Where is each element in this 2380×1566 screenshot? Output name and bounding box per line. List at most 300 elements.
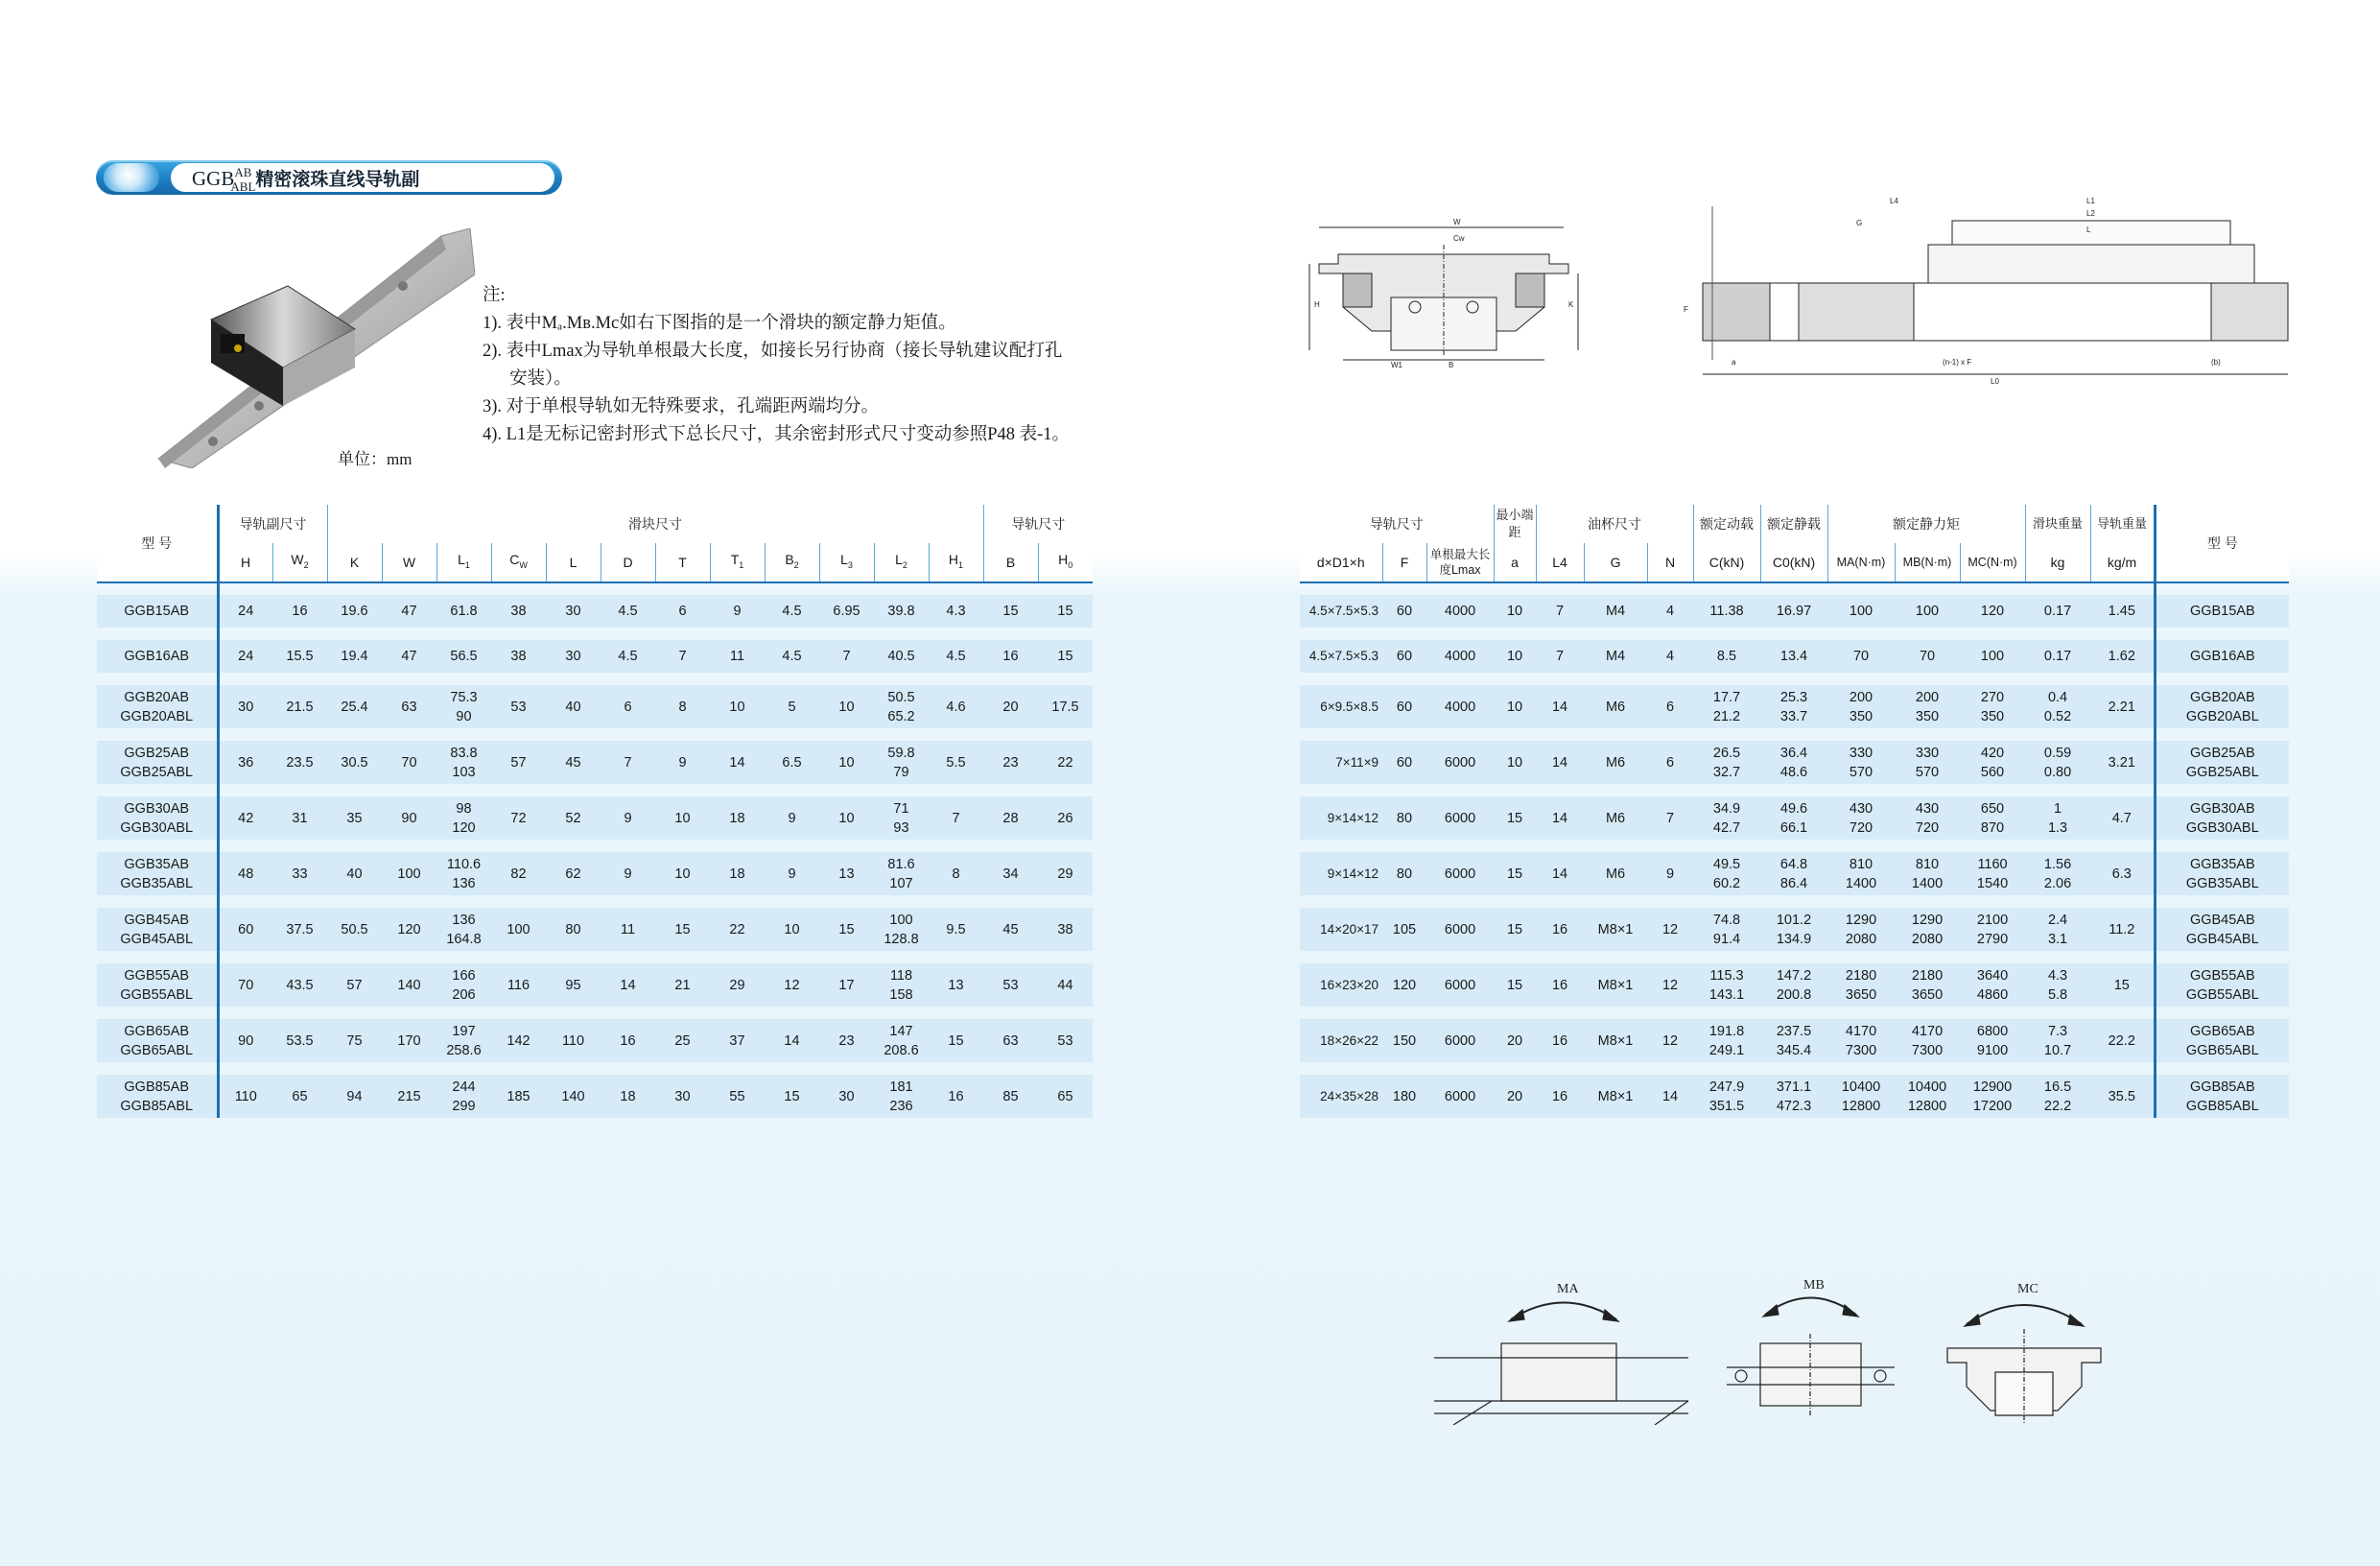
cell-n: 6 [1647,741,1693,784]
cell-kg: 7.3 10.7 [2025,1019,2090,1062]
cell-l4: 16 [1536,908,1584,951]
cell-mb: 2180 3650 [1895,963,1960,1007]
cell-mc: 2100 2790 [1960,908,2025,951]
cell-t: 8 [655,685,710,728]
model-cell: GGB85AB GGB85ABL [2155,1075,2289,1118]
model-cell: GGB55AB GGB55ABL [2155,963,2289,1007]
cell-ma: 810 1400 [1827,852,1895,895]
cell-ddh: 6×9.5×8.5 [1300,685,1382,728]
cell-n: 14 [1647,1075,1693,1118]
cell-l: 45 [546,741,601,784]
table-row [1300,1019,2289,1062]
cell-kgm: 3.21 [2090,741,2155,784]
cell-c0: 36.4 48.6 [1760,741,1827,784]
cell-l4: 14 [1536,852,1584,895]
cell-ddh: 9×14×12 [1300,852,1382,895]
notes-title: 注: [483,286,506,305]
cell-l3: 10 [819,796,874,840]
row-gap [1300,728,2289,741]
moment-mc-diagram [1943,1271,2106,1425]
table-row [1300,1075,2289,1118]
dimension-table [97,505,1093,1118]
cell-t: 21 [655,963,710,1007]
cell-h1: 4.3 [929,595,983,628]
cell-b: 34 [983,852,1038,895]
title-banner [96,160,562,195]
cell-n: 12 [1647,1019,1693,1062]
cell-kgm: 4.7 [2090,796,2155,840]
cell-l3: 23 [819,1019,874,1062]
cell-l2: 50.5 65.2 [874,685,929,728]
cell-h1: 5.5 [929,741,983,784]
cell-mb: 10400 12800 [1895,1075,1960,1118]
cell-t1: 37 [710,1019,765,1062]
col-d: D [601,543,655,582]
cell-l1: 56.5 [436,640,491,673]
cell-l2: 40.5 [874,640,929,673]
cell-l1: 61.8 [436,595,491,628]
table-row [97,1019,1093,1062]
table-row [97,796,1093,840]
dim-k: K [1568,300,1574,309]
cell-w: 120 [382,908,436,951]
cell-g: M4 [1584,595,1647,628]
cell-w: 70 [382,741,436,784]
col-lmax: 单根最大长度Lmax [1426,543,1494,582]
table-row [97,741,1093,784]
cell-w2: 15.5 [272,640,327,673]
cell-l3: 17 [819,963,874,1007]
cell-c0: 64.8 86.4 [1760,852,1827,895]
cell-a: 15 [1494,852,1536,895]
moment-ma-diagram [1434,1271,1693,1425]
cell-b2: 14 [765,1019,819,1062]
cell-kgm: 2.21 [2090,685,2155,728]
page-title [192,164,419,193]
moment-mb-diagram [1722,1271,1899,1425]
cell-l: 80 [546,908,601,951]
cell-t1: 18 [710,852,765,895]
row-gap [97,582,1093,595]
cell-l1: 75.3 90 [436,685,491,728]
col-t: T [655,543,710,582]
model-cell: GGB45AB GGB45ABL [97,908,218,951]
cell-l3: 10 [819,741,874,784]
cell-c: 49.5 60.2 [1693,852,1760,895]
group-rail-right: 导轨尺寸 [1300,505,1494,543]
cell-k: 75 [327,1019,382,1062]
cell-b2: 9 [765,796,819,840]
cell-cw: 185 [491,1075,546,1118]
cell-a: 20 [1494,1019,1536,1062]
cell-g: M6 [1584,741,1647,784]
cell-mb: 70 [1895,640,1960,673]
cell-b2: 12 [765,963,819,1007]
dim-l2: L2 [2086,209,2095,218]
cell-lmax: 6000 [1426,796,1494,840]
cell-g: M8×1 [1584,1075,1647,1118]
cell-l1: 98 120 [436,796,491,840]
cell-l1: 83.8 103 [436,741,491,784]
cell-ma: 2180 3650 [1827,963,1895,1007]
cell-l: 140 [546,1075,601,1118]
cell-d: 7 [601,741,655,784]
dim-cw: Cw [1453,234,1465,243]
label-mc: MC [2017,1282,2038,1296]
model-cell: GGB20AB GGB20ABL [2155,685,2289,728]
cell-h1: 8 [929,852,983,895]
col-n: N [1647,543,1693,582]
model-cell: GGB15AB [97,595,218,628]
cell-w2: 23.5 [272,741,327,784]
linear-guide-photo [153,228,475,468]
col-f: F [1382,543,1426,582]
row-gap [97,628,1093,640]
cell-c0: 16.97 [1760,595,1827,628]
cell-h0: 44 [1038,963,1093,1007]
cell-g: M8×1 [1584,908,1647,951]
cell-mb: 810 1400 [1895,852,1960,895]
col-c: C(kN) [1693,543,1760,582]
cell-b: 28 [983,796,1038,840]
cell-mb: 200 350 [1895,685,1960,728]
col-b: B [983,543,1038,582]
cell-l1: 244 299 [436,1075,491,1118]
row-gap [1300,951,2289,963]
cell-b: 16 [983,640,1038,673]
cell-h1: 4.5 [929,640,983,673]
cell-h0: 15 [1038,640,1093,673]
model-header-left: 型 号 [97,505,218,582]
cell-d: 11 [601,908,655,951]
cell-t: 15 [655,908,710,951]
cell-cw: 82 [491,852,546,895]
table-row [97,1075,1093,1118]
cell-b: 63 [983,1019,1038,1062]
cell-f: 60 [1382,685,1426,728]
cell-h1: 9.5 [929,908,983,951]
dim-l: L [2086,225,2091,234]
cell-ddh: 18×26×22 [1300,1019,1382,1062]
col-cw: $C_W$ [491,543,546,582]
cell-cw: 72 [491,796,546,840]
col-l: L [546,543,601,582]
dim-l4: L4 [1890,197,1898,205]
cell-h: 24 [218,595,272,628]
table-row [1300,852,2289,895]
cell-n: 12 [1647,908,1693,951]
cell-b2: 9 [765,852,819,895]
cell-kg: 4.3 5.8 [2025,963,2090,1007]
cell-t: 6 [655,595,710,628]
table-row [1300,595,2289,628]
note-2-cont: 安装）。 [509,369,572,389]
col-mb: MB(N·m) [1895,543,1960,582]
cell-h0: 22 [1038,741,1093,784]
cell-d: 14 [601,963,655,1007]
cell-mc: 120 [1960,595,2025,628]
dim-a: a [1732,358,1736,367]
cell-k: 30.5 [327,741,382,784]
cell-b: 20 [983,685,1038,728]
cell-l4: 14 [1536,796,1584,840]
title-cn: 精密滚珠直线导轨副 [255,169,420,190]
col-g: G [1584,543,1647,582]
cell-b2: 10 [765,908,819,951]
cell-l3: 13 [819,852,874,895]
dim-w1: W1 [1391,361,1402,369]
cell-c0: 147.2 200.8 [1760,963,1827,1007]
cell-f: 60 [1382,640,1426,673]
cell-l2: 147 208.6 [874,1019,929,1062]
cell-mb: 330 570 [1895,741,1960,784]
cell-mb: 430 720 [1895,796,1960,840]
cell-g: M8×1 [1584,963,1647,1007]
unit-label: 单位：mm [338,450,412,468]
cell-h: 30 [218,685,272,728]
cell-l2: 100 128.8 [874,908,929,951]
cell-w2: 33 [272,852,327,895]
cell-c: 115.3 143.1 [1693,963,1760,1007]
row-gap [97,784,1093,796]
cell-l4: 16 [1536,1075,1584,1118]
cell-mb: 100 [1895,595,1960,628]
dim-w: W [1453,218,1461,226]
cell-b: 23 [983,741,1038,784]
table-row [1300,908,2289,951]
row-gap [1300,582,2289,595]
cell-t: 10 [655,796,710,840]
row-gap [97,673,1093,685]
col-l1: $L_1$ [436,543,491,582]
cell-t: 9 [655,741,710,784]
cell-lmax: 4000 [1426,640,1494,673]
col-l3: $L_3$ [819,543,874,582]
row-gap [1300,840,2289,852]
cell-ddh: 16×23×20 [1300,963,1382,1007]
col-l2: $L_2$ [874,543,929,582]
row-gap [97,1062,1093,1075]
cell-w2: 53.5 [272,1019,327,1062]
col-c0: C0(kN) [1760,543,1827,582]
cell-w2: 43.5 [272,963,327,1007]
cell-h: 36 [218,741,272,784]
table-row [97,852,1093,895]
cell-t1: 18 [710,796,765,840]
cell-k: 25.4 [327,685,382,728]
group-rail-pair: 导轨副尺寸 [218,505,327,543]
cell-kg: 16.5 22.2 [2025,1075,2090,1118]
row-gap [97,1007,1093,1019]
cell-b: 85 [983,1075,1038,1118]
cell-cw: 100 [491,908,546,951]
cell-f: 120 [1382,963,1426,1007]
cell-b2: 4.5 [765,640,819,673]
row-gap [97,840,1093,852]
cell-g: M8×1 [1584,1019,1647,1062]
cell-ddh: 4.5×7.5×5.3 [1300,640,1382,673]
cell-kgm: 22.2 [2090,1019,2155,1062]
cell-l3: 7 [819,640,874,673]
col-h1: $H_1$ [929,543,983,582]
table-row [97,908,1093,951]
col-h0: $H_0$ [1038,543,1093,582]
cell-h: 24 [218,640,272,673]
notes [483,282,1070,449]
model-cell: GGB65AB GGB65ABL [97,1019,218,1062]
cell-kg: 0.17 [2025,595,2090,628]
model-cell: GGB16AB [97,640,218,673]
front-section-drawing [1300,216,1588,369]
row-gap [1300,1062,2289,1075]
cell-ma: 430 720 [1827,796,1895,840]
cell-n: 6 [1647,685,1693,728]
col-ma: MA(N·m) [1827,543,1895,582]
cell-mc: 100 [1960,640,2025,673]
row-gap [1300,628,2289,640]
cell-ma: 330 570 [1827,741,1895,784]
cell-d: 9 [601,796,655,840]
cell-mc: 270 350 [1960,685,2025,728]
side-elevation-drawing [1674,192,2298,393]
cell-l: 62 [546,852,601,895]
row-gap [97,951,1093,963]
cell-c: 247.9 351.5 [1693,1075,1760,1118]
cell-d: 9 [601,852,655,895]
cell-a: 15 [1494,908,1536,951]
model-cell: GGB45AB GGB45ABL [2155,908,2289,951]
cell-t: 25 [655,1019,710,1062]
cell-w: 215 [382,1075,436,1118]
cell-cw: 38 [491,595,546,628]
cell-w2: 65 [272,1075,327,1118]
cell-l2: 118 158 [874,963,929,1007]
cell-kg: 2.4 3.1 [2025,908,2090,951]
row-gap [1300,895,2289,908]
model-cell: GGB65AB GGB65ABL [2155,1019,2289,1062]
table-row [1300,685,2289,728]
cell-mc: 420 560 [1960,741,2025,784]
cell-ma: 1290 2080 [1827,908,1895,951]
cell-c0: 49.6 66.1 [1760,796,1827,840]
col-dxd1xh: d×D1×h [1300,543,1382,582]
cell-k: 57 [327,963,382,1007]
cell-ma: 200 350 [1827,685,1895,728]
cell-mb: 1290 2080 [1895,908,1960,951]
banner-disc-icon [104,163,159,192]
dim-l0: L0 [1991,377,1999,386]
cell-b: 15 [983,595,1038,628]
model-cell: GGB30AB GGB30ABL [97,796,218,840]
cell-w: 140 [382,963,436,1007]
dim-g: G [1856,219,1863,227]
dim-h0: F [1684,305,1688,314]
cell-b2: 15 [765,1075,819,1118]
model-prefix: GGB [192,167,235,190]
cell-ddh: 4.5×7.5×5.3 [1300,595,1382,628]
cell-l: 40 [546,685,601,728]
cell-h: 42 [218,796,272,840]
cell-kg: 0.17 [2025,640,2090,673]
cell-kgm: 1.45 [2090,595,2155,628]
row-gap [1300,673,2289,685]
cell-a: 20 [1494,1075,1536,1118]
model-cell: GGB15AB [2155,595,2289,628]
model-cell: GGB55AB GGB55ABL [97,963,218,1007]
cell-b2: 5 [765,685,819,728]
cell-a: 10 [1494,595,1536,628]
cell-c: 191.8 249.1 [1693,1019,1760,1062]
table-row [1300,963,2289,1007]
cell-a: 15 [1494,796,1536,840]
cell-k: 19.4 [327,640,382,673]
cell-l4: 14 [1536,741,1584,784]
cell-h: 60 [218,908,272,951]
model-cell: GGB25AB GGB25ABL [2155,741,2289,784]
note-2: 2). 表中Lmax为导轨单根最大长度，如接长另行协商（接长导轨建议配打孔 [483,342,1063,361]
cell-k: 50.5 [327,908,382,951]
cell-l2: 39.8 [874,595,929,628]
cell-c0: 25.3 33.7 [1760,685,1827,728]
cell-c0: 13.4 [1760,640,1827,673]
dim-b: B [1449,361,1454,369]
cell-w: 47 [382,595,436,628]
cell-t1: 14 [710,741,765,784]
cell-c: 26.5 32.7 [1693,741,1760,784]
note-3: 3). 对于单根导轨如无特殊要求，孔端距两端均分。 [483,397,880,416]
cell-b: 45 [983,908,1038,951]
cell-kgm: 6.3 [2090,852,2155,895]
cell-ma: 4170 7300 [1827,1019,1895,1062]
dim-b-side: (b) [2211,358,2221,367]
cell-cw: 53 [491,685,546,728]
model-cell: GGB35AB GGB35ABL [97,852,218,895]
cell-t: 7 [655,640,710,673]
cell-l1: 136 164.8 [436,908,491,951]
cell-mc: 650 870 [1960,796,2025,840]
cell-h0: 38 [1038,908,1093,951]
cell-c: 17.7 21.2 [1693,685,1760,728]
col-h: H [218,543,272,582]
cell-l3: 30 [819,1075,874,1118]
cell-l: 52 [546,796,601,840]
cell-ma: 10400 12800 [1827,1075,1895,1118]
cell-g: M6 [1584,796,1647,840]
cell-h0: 53 [1038,1019,1093,1062]
model-cell: GGB30AB GGB30ABL [2155,796,2289,840]
cell-f: 180 [1382,1075,1426,1118]
model-sub: ABL [230,179,256,194]
cell-l: 95 [546,963,601,1007]
cell-g: M4 [1584,640,1647,673]
cell-mc: 3640 4860 [1960,963,2025,1007]
col-w2: $W_2$ [272,543,327,582]
cell-kg: 0.4 0.52 [2025,685,2090,728]
cell-n: 9 [1647,852,1693,895]
cell-c: 74.8 91.4 [1693,908,1760,951]
cell-l1: 166 206 [436,963,491,1007]
cell-lmax: 6000 [1426,852,1494,895]
model-cell: GGB16AB [2155,640,2289,673]
cell-lmax: 4000 [1426,685,1494,728]
note-4: 4). L1是无标记密封形式下总长尺寸，其余密封形式尺寸变动参照P48 表-1。 [483,425,1071,444]
cell-ddh: 24×35×28 [1300,1075,1382,1118]
cell-c0: 371.1 472.3 [1760,1075,1827,1118]
cell-w2: 21.5 [272,685,327,728]
cell-l3: 6.95 [819,595,874,628]
cell-kgm: 15 [2090,963,2155,1007]
cell-l: 30 [546,640,601,673]
